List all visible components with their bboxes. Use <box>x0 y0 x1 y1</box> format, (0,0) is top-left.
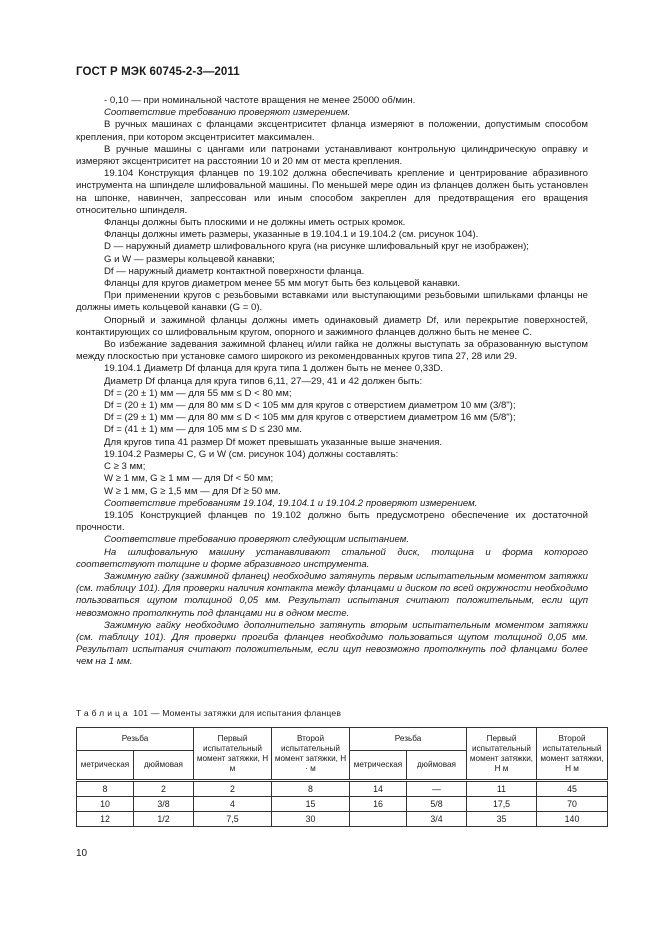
paragraph: При применении кругов с резьбовыми вставками или выступающими резьбовыми шпильками фланцы не должны иметь кольцевой канавки (G = 0). <box>76 290 588 314</box>
table-row <box>77 797 608 812</box>
table-cell: 30 <box>272 812 350 827</box>
table-cell: 1/2 <box>134 812 194 827</box>
table-cell: 45 <box>537 781 608 797</box>
col-header-inch-left: дюймовая <box>134 751 194 781</box>
table-cell: 8 <box>272 781 350 797</box>
col-header-second-torque-right: Второй испытательный момент затяжки, Н м <box>537 728 608 781</box>
table-cell: 5/8 <box>407 797 467 812</box>
paragraph: Df — наружный диаметр контактной поверхности фланца. <box>104 265 365 277</box>
table-cell: 2 <box>134 781 194 797</box>
paragraph: Фланцы должны быть плоскими и не должны иметь острых кромок. <box>104 217 406 229</box>
formula-line: Df = (20 ± 1) мм — для 80 мм ≤ D < 105 мм для кругов с отверстием диаметром 10 мм (3/8"); <box>104 400 516 412</box>
paragraph: G и W — размеры кольцевой канавки; <box>104 253 275 265</box>
table-row <box>77 781 608 797</box>
table-cell: 14 <box>350 781 407 797</box>
paragraph: D — наружный диаметр шлифовального круга (на рисунке шлифовальный круг не изображен); <box>104 241 529 253</box>
paragraph: Во избежание задевания зажимной фланец и/или гайка не должны выступать за образованную выступом между плоскостью при установке самого широкого из рекомендованных кругов типа 27, 28 или 29. <box>76 339 588 363</box>
table-header-row <box>77 728 608 751</box>
col-header-metric-left: метрическая <box>77 751 134 781</box>
table-cell: 2 <box>194 781 272 797</box>
page-number: 10 <box>76 848 88 859</box>
table-cell: 8 <box>77 781 134 797</box>
paragraph: 19.105 Конструкцией фланцев по 19.102 должно быть предусмотрено обеспечение их достаточной прочности. <box>76 509 588 534</box>
table-cell: 4 <box>194 797 272 812</box>
paragraph: Соответствие требованию проверяют измерением. <box>104 107 351 119</box>
paragraph: Соответствие требованию проверяют следующим испытанием. <box>104 534 410 546</box>
table-row <box>77 812 608 827</box>
table-cell: 7,5 <box>194 812 272 827</box>
col-header-metric-right: метрическая <box>350 751 407 781</box>
table-caption-text: 101 — Моменты затяжки для испытания фланцев <box>130 708 342 718</box>
col-header-first-torque-right: Первый испытательный момент затяжки, Н м <box>467 728 537 781</box>
col-header-second-torque-left: Второй испытательный момент затяжки, Н · м <box>272 728 350 781</box>
col-header-inch-right: дюймовая <box>407 751 467 781</box>
paragraph: Фланцы для кругов диаметром менее 55 мм могут быть без кольцевой канавки. <box>104 278 461 290</box>
paragraph: На шлифовальную машину устанавливают стальной диск, толщина и форма которого соответствуют толщине и форме абразивного инструмента. <box>76 546 588 570</box>
col-header-thread-left: Резьба <box>77 728 194 751</box>
paragraph: 19.104.1 Диаметр Df фланца для круга типа 1 должен быть не менее 0,33D. <box>104 363 444 375</box>
col-header-thread-right: Резьба <box>350 728 467 751</box>
table-cell: 70 <box>537 797 608 812</box>
table-cell: 35 <box>467 812 537 827</box>
paragraph: В ручные машины с цангами или патронами устанавливают контрольную цилиндрическую оправку и измеряют эксцентриситет на расстоянии 10 и 20 мм от места крепления. <box>76 143 588 168</box>
paragraph: - 0,10 — при номинальной частоте вращения не менее 25000 об/мин. <box>104 95 416 106</box>
paragraph: 19.104.2 Размеры C, G и W (см. рисунок 104) должны составлять: <box>104 448 399 460</box>
table-cell: 17,5 <box>467 797 537 812</box>
table-cell: 15 <box>272 797 350 812</box>
formula-line: W ≥ 1 мм, G ≥ 1 мм — для Df < 50 мм; <box>104 473 274 485</box>
paragraph: Фланцы должны иметь размеры, указанные в 19.104.1 и 19.104.2 (см. рисунок 104). <box>104 229 479 241</box>
col-header-first-torque-left: Первый испытательный момент затяжки, Н м <box>194 728 272 781</box>
paragraph: 19.104 Конструкция фланцев по 19.102 должна обеспечивать крепление и центрирование абразивного инструмента на шпинделе шлифовальной машины. По меньшей мере один из фланцев должен быть установлен на шпонке, навинчен, запрессован или иным способом закреплен для предотвращения его вращения относительно шпинделя. <box>76 168 588 216</box>
formula-line: W ≥ 1 мм, G ≥ 1,5 мм — для Df ≥ 50 мм. <box>104 485 281 497</box>
paragraph: Зажимную гайку (зажимной фланец) необходимо затянуть первым испытательным моментом затяжки (см. таблицу 101). Для проверки наличия контакта между фланцами и диском по всей окружности необходимо пользоваться щупом толщиной 0,05 мм. Результат испытания считают положительным, если щуп невозможно протолкнуть под фланцами ни в одном месте. <box>76 570 588 619</box>
table-caption-prefix: Таблица <box>76 708 131 718</box>
paragraph: Для кругов типа 41 размер Df может превышать указанные выше значения. <box>104 436 443 448</box>
table-cell: 16 <box>350 797 407 812</box>
paragraph: Диаметр Df фланца для круга типов 6,11, 27—29, 41 и 42 должен быть: <box>104 375 423 387</box>
paragraph: В ручных машинах с фланцами эксцентриситет фланца измеряют в положении, допустимым способом крепления, при котором эксцентриситет максимален. <box>76 119 588 143</box>
paragraph: Соответствие требованиям 19.104, 19.104.1 и 19.104.2 проверяют измерением. <box>104 497 478 509</box>
table-cell: 140 <box>537 812 608 827</box>
paragraph: Зажимную гайку необходимо дополнительно затянуть вторым испытательным моментом затяжки (см. таблицу 101). Для проверки прогиба фланцев необходимо пользоваться щупом толщиной 0,05 мм. Результат испытания считают положительным, если щуп невозможно протолкнуть под фланцами более чем на 1 мм. <box>76 619 588 668</box>
formula-line: С ≥ 3 мм; <box>104 461 146 473</box>
formula-line: Df = (20 ± 1) мм — для 55 мм ≤ D < 80 мм; <box>104 387 292 399</box>
table-cell: 3/8 <box>134 797 194 812</box>
table-cell: 11 <box>467 781 537 797</box>
formula-line: Df = (29 ± 1) мм — для 80 мм ≤ D < 105 мм для кругов с отверстием диаметром 16 мм (5/8"); <box>104 412 516 424</box>
table-cell: 3/4 <box>407 812 467 827</box>
table-cell: 10 <box>77 797 134 812</box>
table-cell: — <box>407 781 467 797</box>
table-caption <box>76 708 341 718</box>
paragraph: Опорный и зажимной фланцы должны иметь одинаковый диаметр Df, или перекрытие поверхностей, контактирующих со шлифовальным кругом, опорного и зажимного фланцев должно быть не менее С. <box>76 314 588 338</box>
document-header: ГОСТ Р МЭК 60745-2-3—2011 <box>76 66 240 78</box>
formula-line: Df = (41 ± 1) мм — для 105 мм ≤ D ≤ 230 мм. <box>104 424 302 436</box>
table-cell: 12 <box>77 812 134 827</box>
document-body <box>76 95 588 669</box>
torque-table <box>76 727 608 827</box>
table-cell <box>350 812 407 827</box>
